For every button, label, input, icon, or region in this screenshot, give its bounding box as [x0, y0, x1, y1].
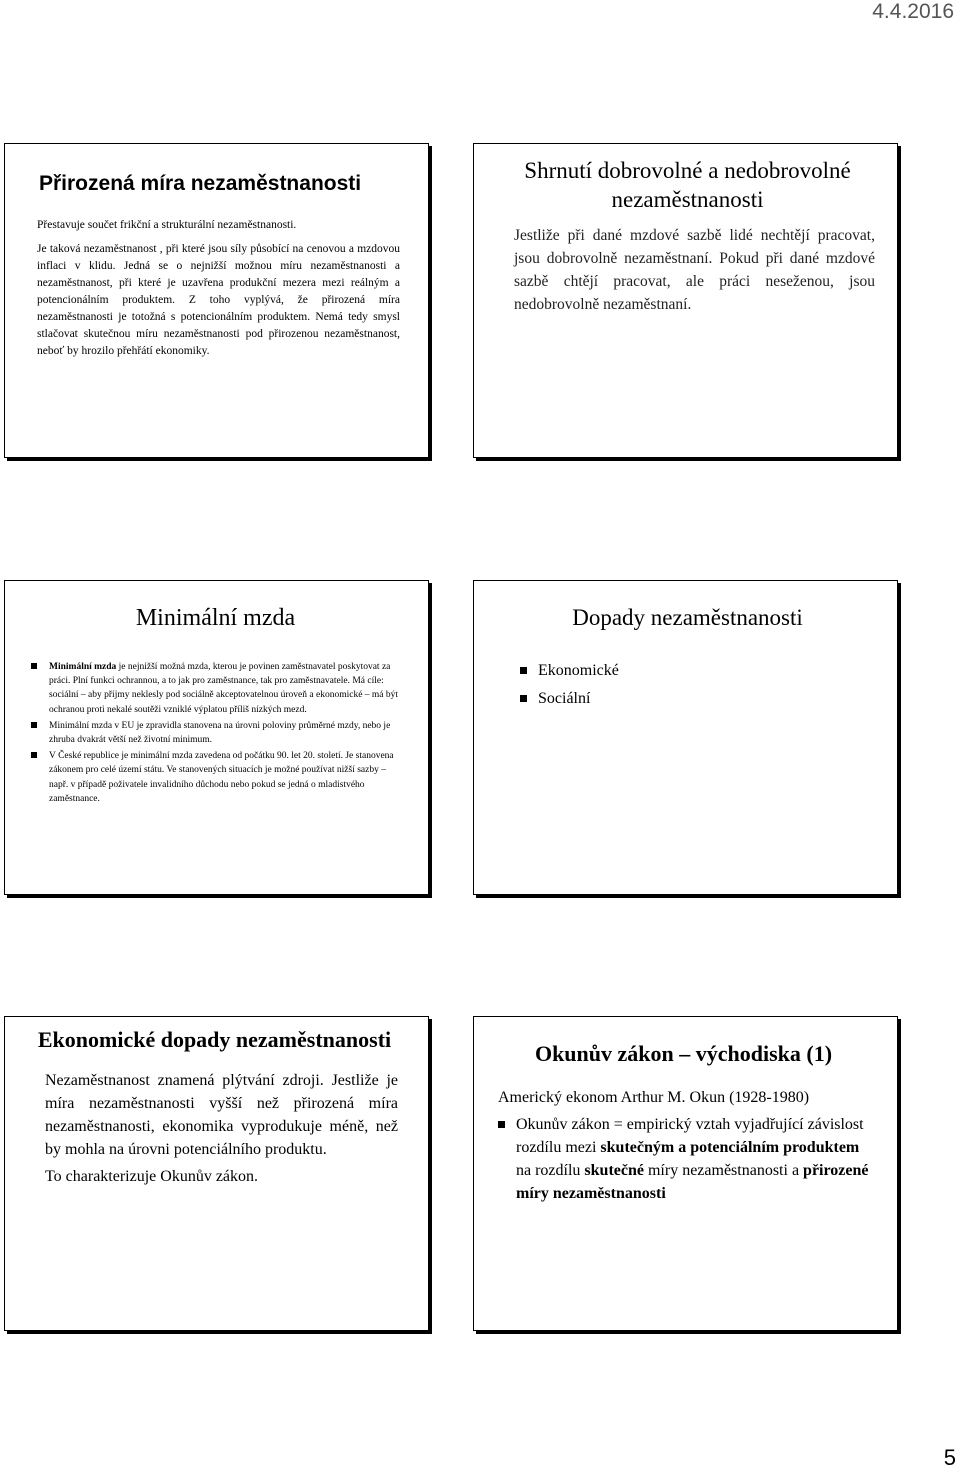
slide-body-text: Nezaměstnanost znamená plýtvání zdroji. Jestliže je míra nezaměstnanosti vyšší než přirozená míra nezaměstnanosti, ekonomika vyprodukuje méně, než by mohla na úrovni potenciálního produktu. — [45, 1072, 398, 1158]
list-item: Ekonomické — [520, 657, 869, 685]
list-item — [31, 660, 400, 717]
document-date: 4.4.2016 — [872, 0, 954, 23]
page-number: 5 — [943, 1445, 956, 1470]
slide-lead-text: Americký ekonom Arthur M. Okun (1928-1980) — [498, 1089, 810, 1106]
term-bold: Minimální mzda — [49, 662, 117, 672]
slide-voluntary-unemployment-summary — [473, 143, 898, 458]
item-text: V České republice je minimální mzda zavedena od počátku 90. let 20. století. Je stanovena zákonem pro celé území státu. Ve stanovených situacích je možné používat nižší sazby – např. v případě poživatele invalidního důchodu nebo pokud se jedná o mladistvého zaměstnance. — [49, 751, 394, 804]
term-bold: přirozené míry nezaměstnanosti — [516, 1162, 869, 1202]
term-bold: skutečným a potenciálním produktem — [600, 1139, 860, 1156]
slide-title: Minimální mzda — [135, 605, 296, 631]
slide-title: Přirozená míra nezaměstnanosti — [39, 172, 362, 195]
slide-unemployment-impacts — [473, 580, 898, 895]
slide-economic-impacts — [4, 1016, 429, 1331]
slide-body-text: Je taková nezaměstnanost , při které jsou síly působící na cenovou a mzdovou inflaci v klidu. Jedná se o nejnižší možnou míru nezaměstnanosti a nezaměstnanost, při které je uzavřena produkční mezera mezi reálným a potencionálním produktem. Z toho vyplývá, že přirozená míra nezaměstnanosti je totožná s potencionálním produktem. Nemá tedy smysl stlačovat skutečnou míru nezaměstnanosti pod přirozenou nezaměstnanost, neboť by hrozilo přehřátí ekonomiky. — [37, 243, 400, 357]
slide-title: Shrnutí dobrovolné a nedobrovolné nezaměstnanosti — [524, 158, 851, 212]
bullet-list — [520, 657, 869, 713]
item-text: Minimální mzda v EU je zpravidla stanovena na úrovni poloviny průměrné mzdy, nebo je zhruba dvakrát větší než životní minimum. — [49, 720, 391, 746]
term-bold: skutečné — [584, 1162, 644, 1179]
slide-natural-unemployment — [4, 143, 429, 458]
list-item — [498, 1113, 869, 1205]
item-text: na rozdílu — [516, 1162, 585, 1179]
slide-title: Okunův zákon – východiska (1) — [534, 1041, 833, 1066]
slide-title: Dopady nezaměstnanosti — [572, 605, 803, 630]
slide-minimum-wage — [4, 580, 429, 895]
slide-intro-text: Přestavuje součet frikční a strukturální nezaměstnanosti. — [37, 219, 297, 231]
item-text: Okunův zákon = empirický vztah vyjadřující závislost rozdílu mezi — [516, 1116, 864, 1156]
slide-body-text: To charakterizuje Okunův zákon. — [45, 1168, 259, 1185]
item-text: míry nezaměstnanosti a — [643, 1162, 804, 1179]
list-item — [31, 719, 400, 747]
bullet-list — [498, 1113, 869, 1205]
slide-title: Ekonomické dopady nezaměstnanosti — [37, 1027, 392, 1052]
slide-okun-law — [473, 1016, 898, 1331]
bullet-list — [31, 660, 400, 806]
item-text: je nejnižší možná mzda, kterou je povinen zaměstnavatel poskytovat za práci. Plní funkci ochrannou, a to jak pro zaměstnance, tak pro zaměstnavatele. Má cíle: sociální – aby příjmy neklesly pod sociálně akceptovatelnou úroveň a ekonomické – má být ochranou proti nekalé soutěži vzniklé výplatou příliš nízkých mezd. — [49, 662, 399, 715]
slide-body-text: Jestliže při dané mzdové sazbě lidé nechtějí pracovat, jsou dobrovolně nezaměstnaní. Pokud při dané mzdové sazbě chtějí pracovat, ale práci neseženou, jsou nedobrovolně nezaměstnaní. — [514, 227, 875, 313]
list-item: Sociální — [520, 685, 869, 713]
list-item — [31, 749, 400, 806]
